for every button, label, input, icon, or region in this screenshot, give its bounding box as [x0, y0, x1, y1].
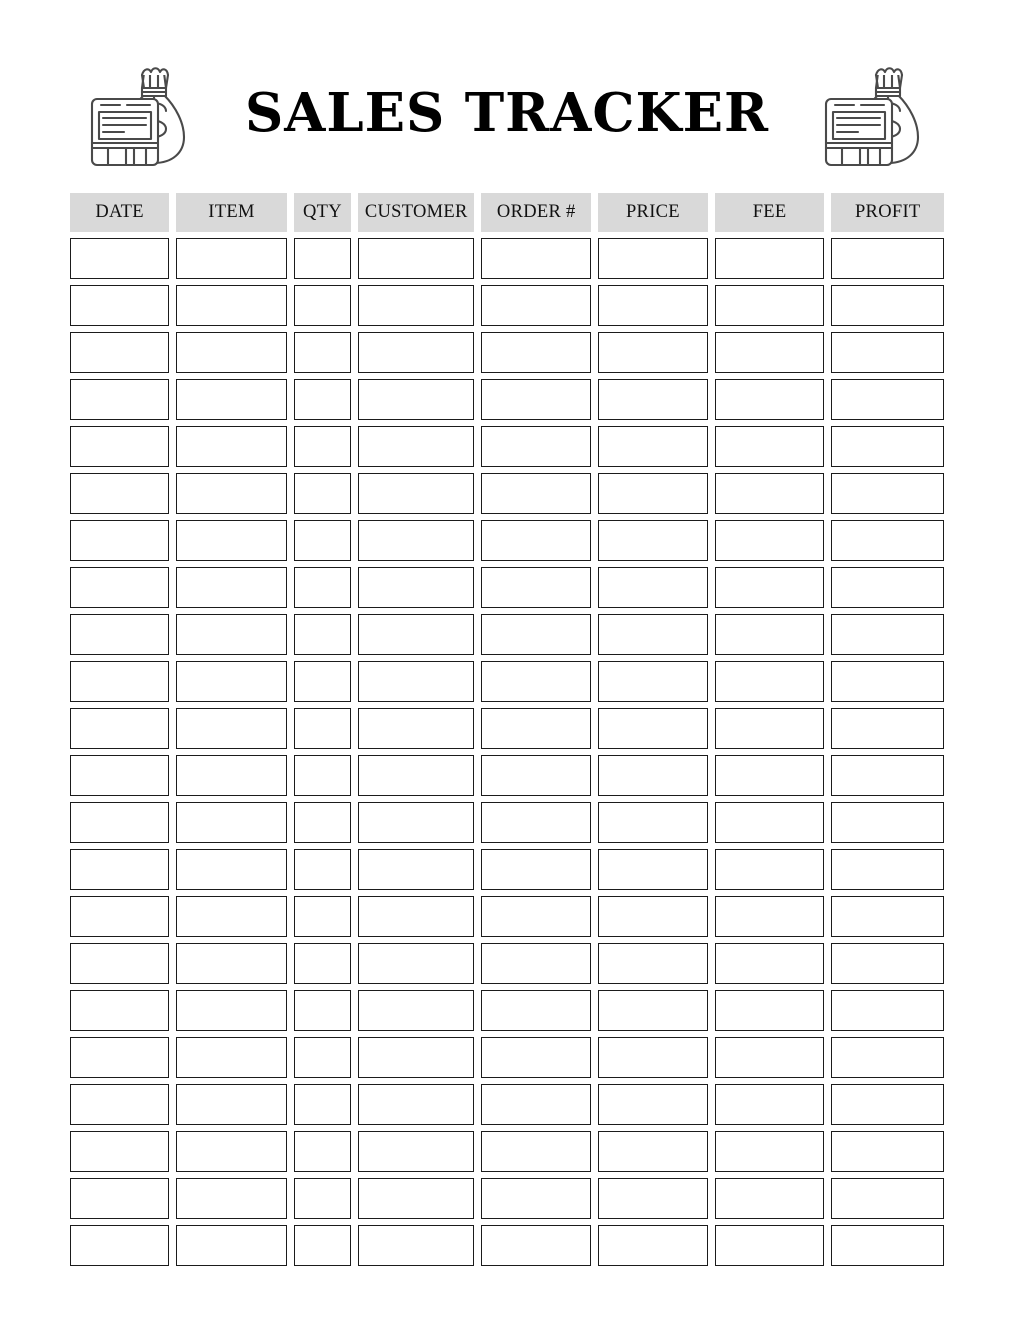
cell-item[interactable] [176, 661, 287, 702]
table-row [70, 473, 944, 514]
cell-order[interactable] [481, 802, 591, 843]
cell-customer[interactable] [358, 1225, 474, 1266]
cell-date[interactable] [70, 238, 169, 279]
column-header-item: ITEM [176, 193, 287, 232]
column-header-order: ORDER # [481, 193, 591, 232]
cell-qty[interactable] [294, 755, 351, 796]
cell-order[interactable] [481, 943, 591, 984]
cell-qty[interactable] [294, 708, 351, 749]
cell-item[interactable] [176, 379, 287, 420]
cell-order[interactable] [481, 896, 591, 937]
cell-item[interactable] [176, 332, 287, 373]
cell-price[interactable] [598, 1131, 708, 1172]
cell-item[interactable] [176, 614, 287, 655]
cell-qty[interactable] [294, 520, 351, 561]
cell-date[interactable] [70, 520, 169, 561]
cell-profit[interactable] [831, 802, 944, 843]
cell-customer[interactable] [358, 802, 474, 843]
money-bag-and-banknote-icon [70, 55, 210, 175]
cell-date[interactable] [70, 802, 169, 843]
cell-date[interactable] [70, 567, 169, 608]
table-header-row [70, 193, 944, 232]
table-row [70, 802, 944, 843]
cell-price[interactable] [598, 1225, 708, 1266]
cell-item[interactable] [176, 802, 287, 843]
cell-fee[interactable] [715, 614, 825, 655]
cell-price[interactable] [598, 426, 708, 467]
cell-date[interactable] [70, 661, 169, 702]
column-header-customer: CUSTOMER [358, 193, 474, 232]
cell-profit[interactable] [831, 990, 944, 1031]
table-row [70, 755, 944, 796]
cell-fee[interactable] [715, 896, 825, 937]
column-header-price: PRICE [598, 193, 708, 232]
cell-order[interactable] [481, 238, 591, 279]
cell-item[interactable] [176, 520, 287, 561]
cell-price[interactable] [598, 332, 708, 373]
cell-order[interactable] [481, 332, 591, 373]
cell-item[interactable] [176, 473, 287, 514]
cell-qty[interactable] [294, 614, 351, 655]
table-row [70, 990, 944, 1031]
table-row [70, 285, 944, 326]
cell-order[interactable] [481, 285, 591, 326]
cell-profit[interactable] [831, 849, 944, 890]
column-header-date: DATE [70, 193, 169, 232]
cell-price[interactable] [598, 943, 708, 984]
table-row [70, 1225, 944, 1266]
cell-date[interactable] [70, 1225, 169, 1266]
cell-price[interactable] [598, 849, 708, 890]
cell-customer[interactable] [358, 708, 474, 749]
cell-profit[interactable] [831, 1225, 944, 1266]
cell-fee[interactable] [715, 567, 825, 608]
cell-customer[interactable] [358, 473, 474, 514]
cell-customer[interactable] [358, 379, 474, 420]
cell-customer[interactable] [358, 943, 474, 984]
cell-order[interactable] [481, 1084, 591, 1125]
cell-profit[interactable] [831, 567, 944, 608]
cell-customer[interactable] [358, 285, 474, 326]
cell-order[interactable] [481, 1037, 591, 1078]
cell-profit[interactable] [831, 379, 944, 420]
cell-profit[interactable] [831, 1131, 944, 1172]
table-row [70, 661, 944, 702]
cell-qty[interactable] [294, 849, 351, 890]
cell-qty[interactable] [294, 943, 351, 984]
cell-price[interactable] [598, 614, 708, 655]
cell-item[interactable] [176, 849, 287, 890]
cell-order[interactable] [481, 1178, 591, 1219]
cell-profit[interactable] [831, 238, 944, 279]
cell-qty[interactable] [294, 1037, 351, 1078]
cell-order[interactable] [481, 426, 591, 467]
cell-qty[interactable] [294, 238, 351, 279]
cell-date[interactable] [70, 332, 169, 373]
cell-date[interactable] [70, 1178, 169, 1219]
cell-qty[interactable] [294, 990, 351, 1031]
cell-qty[interactable] [294, 661, 351, 702]
cell-customer[interactable] [358, 1131, 474, 1172]
cell-date[interactable] [70, 473, 169, 514]
cell-profit[interactable] [831, 473, 944, 514]
cell-item[interactable] [176, 708, 287, 749]
cell-order[interactable] [481, 1225, 591, 1266]
cell-profit[interactable] [831, 708, 944, 749]
cell-price[interactable] [598, 1037, 708, 1078]
table-body [70, 238, 944, 1266]
cell-profit[interactable] [831, 755, 944, 796]
cell-fee[interactable] [715, 661, 825, 702]
cell-fee[interactable] [715, 1084, 825, 1125]
page-title: SALES TRACKER [244, 81, 770, 144]
cell-price[interactable] [598, 520, 708, 561]
cell-order[interactable] [481, 473, 591, 514]
cell-customer[interactable] [358, 238, 474, 279]
cell-price[interactable] [598, 379, 708, 420]
cell-date[interactable] [70, 990, 169, 1031]
cell-customer[interactable] [358, 849, 474, 890]
table-row [70, 1037, 944, 1078]
cell-fee[interactable] [715, 802, 825, 843]
cell-fee[interactable] [715, 943, 825, 984]
cell-fee[interactable] [715, 285, 825, 326]
cell-date[interactable] [70, 1084, 169, 1125]
cell-customer[interactable] [358, 896, 474, 937]
cell-item[interactable] [176, 1037, 287, 1078]
cell-date[interactable] [70, 1131, 169, 1172]
cell-item[interactable] [176, 755, 287, 796]
cell-customer[interactable] [358, 567, 474, 608]
cell-qty[interactable] [294, 473, 351, 514]
cell-item[interactable] [176, 1225, 287, 1266]
cell-profit[interactable] [831, 332, 944, 373]
cell-profit[interactable] [831, 426, 944, 467]
cell-order[interactable] [481, 990, 591, 1031]
cell-fee[interactable] [715, 238, 825, 279]
cell-qty[interactable] [294, 802, 351, 843]
cell-qty[interactable] [294, 426, 351, 467]
cell-price[interactable] [598, 238, 708, 279]
cell-order[interactable] [481, 755, 591, 796]
cell-qty[interactable] [294, 1225, 351, 1266]
cell-qty[interactable] [294, 1178, 351, 1219]
cell-price[interactable] [598, 802, 708, 843]
table-row [70, 520, 944, 561]
cell-price[interactable] [598, 661, 708, 702]
cell-profit[interactable] [831, 943, 944, 984]
cell-customer[interactable] [358, 1037, 474, 1078]
cell-customer[interactable] [358, 661, 474, 702]
cell-profit[interactable] [831, 520, 944, 561]
cell-order[interactable] [481, 379, 591, 420]
cell-price[interactable] [598, 285, 708, 326]
cell-item[interactable] [176, 943, 287, 984]
cell-price[interactable] [598, 1084, 708, 1125]
cell-customer[interactable] [358, 1084, 474, 1125]
table-row [70, 943, 944, 984]
cell-profit[interactable] [831, 614, 944, 655]
cell-qty[interactable] [294, 332, 351, 373]
cell-date[interactable] [70, 755, 169, 796]
cell-fee[interactable] [715, 990, 825, 1031]
cell-fee[interactable] [715, 708, 825, 749]
cell-item[interactable] [176, 1178, 287, 1219]
sales-tracker-table [70, 193, 944, 1272]
cell-price[interactable] [598, 896, 708, 937]
cell-profit[interactable] [831, 1084, 944, 1125]
cell-date[interactable] [70, 943, 169, 984]
cell-fee[interactable] [715, 1178, 825, 1219]
cell-date[interactable] [70, 708, 169, 749]
cell-date[interactable] [70, 896, 169, 937]
cell-qty[interactable] [294, 1131, 351, 1172]
cell-item[interactable] [176, 238, 287, 279]
cell-item[interactable] [176, 426, 287, 467]
cell-order[interactable] [481, 661, 591, 702]
cell-qty[interactable] [294, 567, 351, 608]
cell-profit[interactable] [831, 1037, 944, 1078]
cell-order[interactable] [481, 567, 591, 608]
cell-fee[interactable] [715, 426, 825, 467]
cell-customer[interactable] [358, 426, 474, 467]
cell-item[interactable] [176, 285, 287, 326]
cell-fee[interactable] [715, 1225, 825, 1266]
cell-date[interactable] [70, 426, 169, 467]
column-header-qty: QTY [294, 193, 351, 232]
table-row [70, 426, 944, 467]
cell-price[interactable] [598, 473, 708, 514]
table-row [70, 332, 944, 373]
cell-qty[interactable] [294, 896, 351, 937]
table-row [70, 1084, 944, 1125]
cell-order[interactable] [481, 1131, 591, 1172]
cell-fee[interactable] [715, 473, 825, 514]
cell-qty[interactable] [294, 1084, 351, 1125]
cell-order[interactable] [481, 520, 591, 561]
page-header [70, 50, 944, 180]
cell-order[interactable] [481, 708, 591, 749]
cell-customer[interactable] [358, 755, 474, 796]
column-header-profit: PROFIT [831, 193, 944, 232]
cell-price[interactable] [598, 708, 708, 749]
cell-date[interactable] [70, 1037, 169, 1078]
cell-profit[interactable] [831, 661, 944, 702]
cell-date[interactable] [70, 849, 169, 890]
cell-date[interactable] [70, 379, 169, 420]
cell-qty[interactable] [294, 285, 351, 326]
cell-profit[interactable] [831, 896, 944, 937]
cell-date[interactable] [70, 614, 169, 655]
cell-customer[interactable] [358, 332, 474, 373]
cell-price[interactable] [598, 990, 708, 1031]
table-row [70, 896, 944, 937]
cell-order[interactable] [481, 614, 591, 655]
column-header-fee: FEE [715, 193, 825, 232]
cell-item[interactable] [176, 1131, 287, 1172]
cell-item[interactable] [176, 896, 287, 937]
cell-item[interactable] [176, 1084, 287, 1125]
cell-customer[interactable] [358, 990, 474, 1031]
cell-fee[interactable] [715, 379, 825, 420]
cell-item[interactable] [176, 567, 287, 608]
table-row [70, 379, 944, 420]
table-row [70, 1178, 944, 1219]
cell-customer[interactable] [358, 614, 474, 655]
cell-customer[interactable] [358, 1178, 474, 1219]
cell-fee[interactable] [715, 520, 825, 561]
money-bag-and-banknote-icon [804, 55, 944, 175]
cell-qty[interactable] [294, 379, 351, 420]
cell-fee[interactable] [715, 1037, 825, 1078]
cell-price[interactable] [598, 567, 708, 608]
cell-customer[interactable] [358, 520, 474, 561]
table-row [70, 567, 944, 608]
cell-order[interactable] [481, 849, 591, 890]
table-row [70, 849, 944, 890]
cell-profit[interactable] [831, 285, 944, 326]
cell-price[interactable] [598, 1178, 708, 1219]
cell-fee[interactable] [715, 332, 825, 373]
cell-profit[interactable] [831, 1178, 944, 1219]
cell-date[interactable] [70, 285, 169, 326]
cell-fee[interactable] [715, 755, 825, 796]
cell-price[interactable] [598, 755, 708, 796]
table-row [70, 238, 944, 279]
cell-fee[interactable] [715, 849, 825, 890]
table-row [70, 614, 944, 655]
cell-item[interactable] [176, 990, 287, 1031]
table-row [70, 1131, 944, 1172]
cell-fee[interactable] [715, 1131, 825, 1172]
table-row [70, 708, 944, 749]
